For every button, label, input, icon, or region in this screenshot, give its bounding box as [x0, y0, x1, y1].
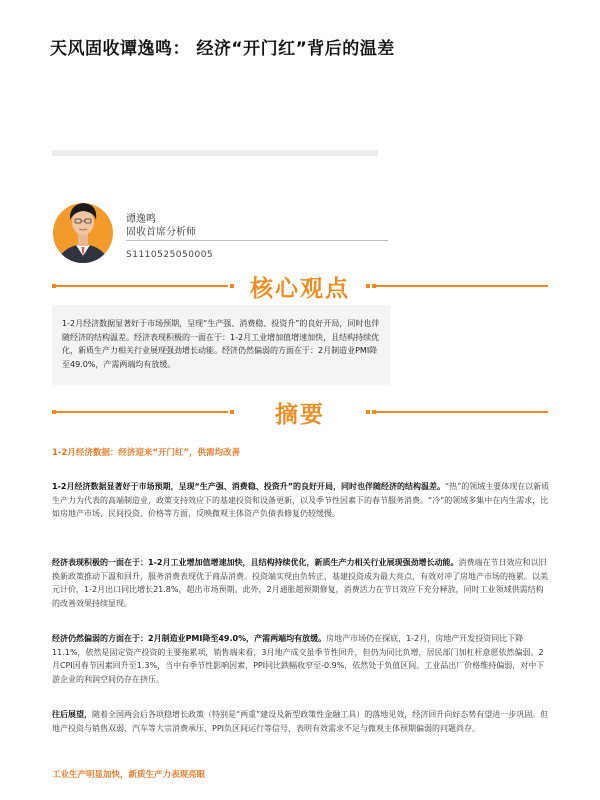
author-divider	[126, 240, 388, 241]
paragraph-lead: 经济表现积极的一面在于：1-2月工业增加值增速加快，且结构持续优化，新质生产力相关行业展现强劲增长动能。	[52, 558, 459, 567]
summary-header	[52, 392, 548, 432]
summary-paragraph-1	[52, 480, 550, 521]
page-title: 天风固收谭逸鸣： 经济“开门红”背后的温差	[50, 39, 395, 59]
core-view-heading: 核心观点	[250, 276, 350, 302]
summary-subheading-2: 工业生产明显加快，新质生产力表现亮眼	[52, 770, 206, 780]
author-avatar	[52, 190, 114, 264]
summary-paragraph-4	[52, 708, 550, 735]
author-cert-number: S1110525050005	[126, 250, 214, 260]
summary-heading: 摘要	[275, 402, 325, 428]
paragraph-body: “热”的领域主要体现在以新质生产力为代表的高端制造业，政策支持效应下的基建投资和设备更新，以及季节性因素下的春节服务消费。“冷”的领域多集中在内生需求，比如房地产市场、民间投资、价格等方面，反映微观主体资产负债表修复仍较缓慢。	[52, 482, 550, 518]
summary-paragraph-2	[52, 556, 550, 610]
paragraph-body: 消费端在节日效应和以旧换新政策推动下温和回升，服务消费表现优于商品消费。投资端实现由负转正，基建投资成为最大亮点，有效对冲了房地产市场的拖累。以美元计价，1-2月出口同比增长21.8%，超出市场预期。此外，2月通胀超预期修复，消费活力在节日效应下充分释放，同时工业领域供需结构的改善效果持续显现。	[52, 558, 548, 608]
paragraph-body: 随着全国两会后各项稳增长政策（特别是“两重”建设及新型政策性金融工具）的落地见效，经济回升向好态势有望进一步巩固。但地产投资与销售双弱、汽车等大宗消费承压、PPI负区间运行等信号，表明有效需求不足与微观主体预期偏弱的问题尚存。	[52, 710, 549, 733]
paragraph-lead: 经济仍然偏弱的方面在于：2月制造业PMI降至49.0%，产需两端均有放缓。	[52, 634, 327, 643]
summary-subheading-1: 1-2月经济数据：经济迎来“开门红”，供需均改善	[52, 448, 241, 458]
author-title: 固收首席分析师	[126, 227, 196, 238]
paragraph-body: 房地产市场仍在探底，1-2月，房地产开发投资同比下降11.1%，依然是固定资产投资的主要拖累项，销售端来看，3月地产成交虽季节性回升，但仍为同比负增，居民部门加杠杆意愿依然偏弱。2月CPI因春节因素回升至1.3%，当中有季节性影响因素，PPI同比跌幅收窄至-0.9%，依然处于负值区间。工业品出厂价格维持偏弱，对中下游企业的利润空间仍存在挤压。	[52, 634, 545, 684]
header-line-right	[372, 285, 548, 287]
header-line-right	[372, 411, 548, 413]
paragraph-lead: 往后展望，	[52, 710, 92, 719]
paragraph-lead: 1-2月经济数据显著好于市场预期，呈现“生产强、消费稳、投资升”的良好开局，同时也伴随经济的结构温差。	[52, 482, 445, 491]
core-view-header	[52, 266, 548, 306]
summary-paragraph-3	[52, 632, 550, 686]
core-view-box	[52, 305, 390, 385]
divider-bar	[52, 150, 378, 156]
core-view-text: 1-2月经济数据显著好于市场预期，呈现“生产强、消费稳、投资升”的良好开局，同时也伴随经济的结构温差。经济表现积极的一面在于：1-2月工业增加值增速加快，且结构持续优化，新质生产力相关行业展现强劲增长动能。经济仍然偏弱的方面在于：2月制造业PMI降至49.0%，产需两端均有放缓。	[62, 319, 380, 369]
author-name: 谭逸鸣	[126, 214, 156, 225]
